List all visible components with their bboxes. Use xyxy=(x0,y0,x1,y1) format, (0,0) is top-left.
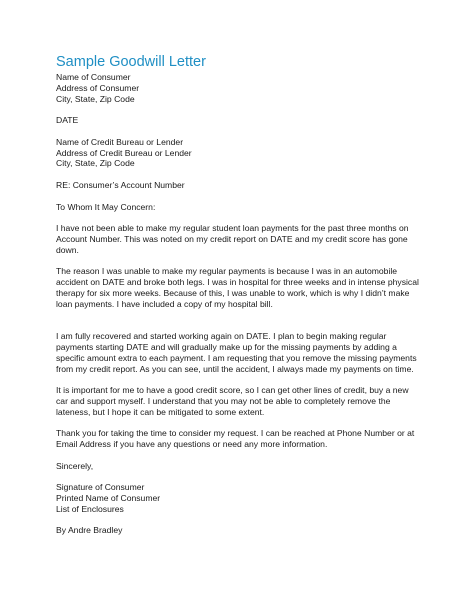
paragraph-line: I am fully recovered and started working again on DATE. I plan to begin making regular xyxy=(56,331,387,342)
recipient-address-block xyxy=(56,137,428,169)
paragraph-line: I have not been able to make my regular student loan payments for the past three months on xyxy=(56,223,409,234)
byline: By Andre Bradley xyxy=(56,525,123,536)
paragraph-line: down. xyxy=(56,244,79,255)
paragraph-recovery xyxy=(56,331,428,374)
paragraph-credit-importance xyxy=(56,385,428,417)
letter-title: Sample Goodwill Letter xyxy=(56,54,206,70)
paragraph-line: Thank you for taking the time to consider my request. I can be reached at Phone Number or at xyxy=(56,428,415,439)
paragraph-line: accident on DATE and broke both legs. I was in hospital for three weeks and in intense physical xyxy=(56,277,419,288)
letter-date: DATE xyxy=(56,115,79,126)
paragraph-missed-payments xyxy=(56,223,428,255)
paragraph-line: loan payments. I have included a copy of my hospital bill. xyxy=(56,298,273,309)
paragraph-line: from my credit report. As you can see, until the accident, I always made my payments on time. xyxy=(56,363,414,374)
signature-line: Signature of Consumer xyxy=(56,482,145,493)
consumer-address-block xyxy=(56,72,428,104)
consumer-name: Name of Consumer xyxy=(56,72,131,82)
paragraph-line: car and support myself. I understand that you may not be able to completely remove the xyxy=(56,395,391,406)
paragraph-line: specific amount extra to each payment. I am requesting that you remove the missing payments xyxy=(56,352,417,363)
salutation: To Whom It May Concern: xyxy=(56,201,156,212)
paragraph-line: lateness, but I hope it can be mitigated to some extent. xyxy=(56,406,265,417)
printed-name-line: Printed Name of Consumer xyxy=(56,493,161,504)
closing: Sincerely, xyxy=(56,460,94,471)
paragraph-line: Account Number. This was noted on my credit report on DATE and my credit score has gone xyxy=(56,233,408,244)
consumer-city-state-zip: City, State, Zip Code xyxy=(56,93,135,104)
consumer-address: Address of Consumer xyxy=(56,82,140,93)
enclosures-line: List of Enclosures xyxy=(56,503,124,514)
re-line: RE: Consumer’s Account Number xyxy=(56,179,185,190)
paragraph-line: payments starting DATE and will gradually make up for the missing payments by adding a xyxy=(56,341,397,352)
paragraph-line: It is important for me to have a good credit score, so I can get other lines of credit, buy a new xyxy=(56,385,409,396)
paragraph-reason xyxy=(56,266,428,309)
recipient-address: Address of Credit Bureau or Lender xyxy=(56,147,192,158)
paragraph-thank-you xyxy=(56,428,428,450)
recipient-name: Name of Credit Bureau or Lender xyxy=(56,136,184,147)
paragraph-line: therapy for six more weeks. Because of this, I was unable to work, which is why I didn’t make xyxy=(56,287,410,298)
paragraph-line: The reason I was unable to make my regular payments is because I was in an automobile xyxy=(56,266,398,277)
signature-block xyxy=(56,482,428,514)
paragraph-line: Email Address if you have any questions or need any more information. xyxy=(56,439,328,450)
letter-content xyxy=(56,54,428,536)
recipient-city-state-zip: City, State, Zip Code xyxy=(56,158,135,169)
